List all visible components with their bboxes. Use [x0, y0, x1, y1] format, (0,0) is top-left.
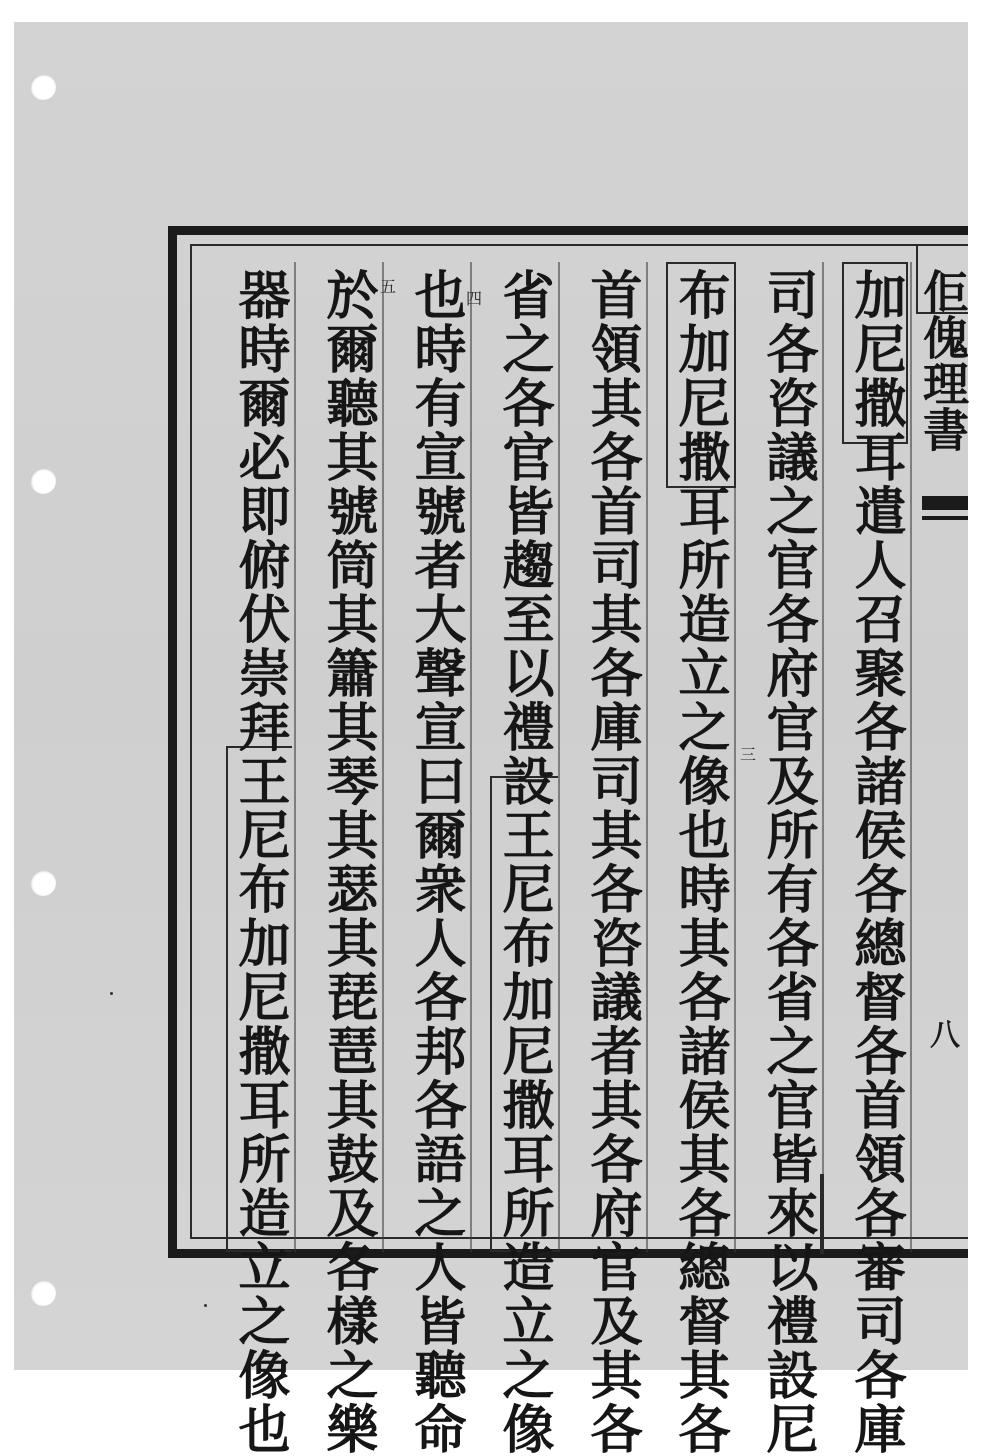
speck	[204, 1304, 207, 1307]
verse-marker: 四	[466, 289, 483, 308]
text-column: 加尼撒耳遣人召聚各諸侯各總督各首領各審司各庫	[845, 268, 906, 1456]
text-column: 於爾聽其號筒其簫其琴其瑟其琵琶其鼓及各樣之樂	[317, 268, 378, 1456]
text-column: 首領其各首司其各庫司其各咨議者其各府官及其各	[581, 268, 642, 1456]
column-rule	[822, 262, 824, 1252]
binder-hole	[30, 468, 56, 494]
binder-hole	[30, 870, 56, 896]
verse-marker: 五	[380, 277, 397, 296]
verse-marker: 三	[740, 745, 757, 764]
text-column: 器時爾必即俯伏崇拜王尼布加尼撒耳所造立之像也	[229, 268, 290, 1456]
speck	[110, 992, 113, 995]
fish-tail-mark	[922, 496, 968, 510]
binder-hole	[30, 74, 56, 100]
text-column: 也時有宣號者大聲宣曰爾衆人各邦各語之人皆聽命	[405, 268, 466, 1456]
column-rule	[294, 262, 296, 1252]
text-column: 省之各官皆趨至以禮設王尼布加尼撒耳所造立之像	[493, 268, 554, 1456]
column-rule	[910, 262, 912, 1252]
column-rule	[470, 262, 472, 1252]
leaf-number: 八	[930, 1018, 960, 1053]
binder-hole	[30, 1280, 56, 1306]
column-rule	[646, 262, 648, 1252]
text-column: 司各咨議之官各府官及所有各省之官皆來以禮設尼	[757, 268, 818, 1456]
column-rule	[382, 262, 384, 1252]
book-title: 佢傀理書	[916, 268, 970, 452]
proper-name-mark	[820, 1174, 824, 1254]
text-column: 布加尼撒耳所造立之像也時其各諸侯其各總督其各	[669, 268, 730, 1456]
fish-tail-mark	[922, 516, 968, 520]
column-rule	[558, 262, 560, 1252]
